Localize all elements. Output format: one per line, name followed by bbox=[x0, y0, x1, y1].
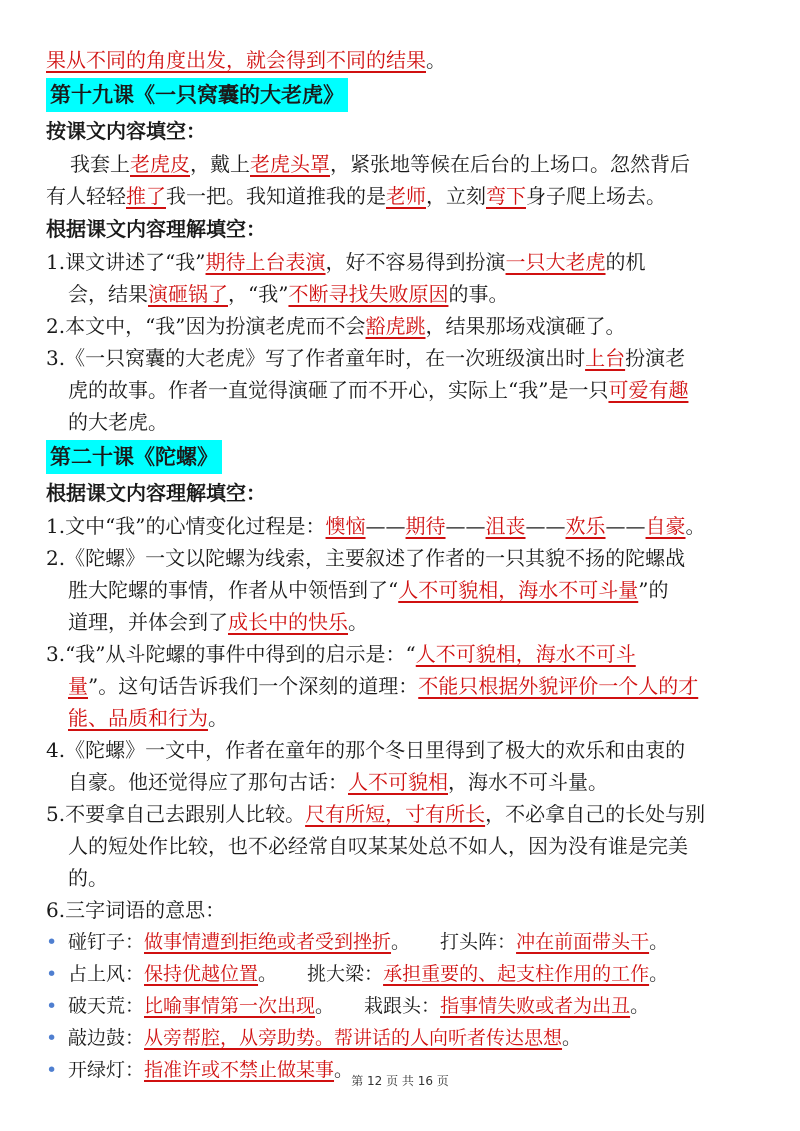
answer: 尺有所短，寸有所长 bbox=[305, 802, 486, 826]
answer: 欢乐 bbox=[565, 514, 606, 538]
l19-q3-line-1: 3.《一只窝囊的大老虎》写了作者童年时，在一次班级演出时上台扮演老 bbox=[46, 346, 686, 370]
l20-q6-heading: 6.三字词语的意思： bbox=[46, 898, 226, 922]
lesson-20-title: 第二十课《陀螺》 bbox=[46, 440, 222, 474]
l20-q3-line-1: 3.“我”从斗陀螺的事件中得到的启示是：“人不可貌相，海水不可斗 bbox=[46, 642, 636, 666]
l20-q2-line-3: 道理，并体会到了成长中的快乐。 bbox=[68, 610, 368, 634]
answer: 沮丧 bbox=[485, 514, 526, 538]
l20-q3-line-2: 量”。这句话告诉我们一个深刻的道理：不能只根据外貌评价一个人的才 bbox=[68, 674, 699, 698]
answer: 期待 bbox=[405, 514, 446, 538]
document-page bbox=[46, 44, 760, 1086]
understand-heading: 根据课文内容理解填空： bbox=[46, 217, 266, 241]
vocab-item: • 破天荒：比喻事情第一次出现。 栽跟头：指事情失败或者为出丑。 bbox=[46, 990, 760, 1022]
l19-q2: 2.本文中，“我”因为扮演老虎而不会豁虎跳，结果那场戏演砸了。 bbox=[46, 314, 626, 338]
l20-q2-line-1: 2.《陀螺》一文以陀螺为线索，主要叙述了作者的一只其貌不扬的陀螺战 bbox=[46, 546, 686, 570]
answer: 人不可貌相 bbox=[348, 770, 448, 794]
l19-q1-line-2: 会，结果演砸锅了，“我”不断寻找失败原因的事。 bbox=[68, 282, 509, 306]
answer: 一只大老虎 bbox=[505, 250, 606, 274]
answer: 做事情遭到拒绝或者受到挫折 bbox=[144, 931, 392, 953]
l20-q3-line-3: 能、品质和行为。 bbox=[68, 706, 228, 730]
answer: 老虎头罩 bbox=[250, 152, 330, 176]
answer: 量 bbox=[68, 674, 88, 698]
answer: 成长中的快乐 bbox=[228, 610, 348, 634]
bullet-icon: • bbox=[46, 963, 58, 985]
answer: 豁虎跳 bbox=[365, 314, 426, 338]
vocab-item: • 开绿灯：指准许或不禁止做某事。 bbox=[46, 1054, 760, 1086]
l20-q1: 1.文中“我”的心情变化过程是：懊恼——期待——沮丧——欢乐——自豪。 bbox=[46, 514, 706, 538]
answer: 指准许或不禁止做某事 bbox=[144, 1059, 335, 1081]
l20-q5-line-1: 5.不要拿自己去跟别人比较。尺有所短，寸有所长，不必拿自己的长处与别 bbox=[46, 802, 706, 826]
answer: 指事情失败或者为出丑 bbox=[440, 995, 631, 1017]
vocab-item: • 敲边鼓：从旁帮腔，从旁助势。帮讲话的人向听者传达思想。 bbox=[46, 1022, 760, 1054]
fill-line-2: 有人轻轻推了我一把。我知道推我的是老师，立刻弯下身子爬上场去。 bbox=[46, 184, 666, 208]
understand-heading: 根据课文内容理解填空： bbox=[46, 481, 266, 505]
answer: 人不可貌相，海水不可斗 bbox=[415, 642, 636, 666]
vocab-item: • 碰钉子：做事情遭到拒绝或者受到挫折。 打头阵：冲在前面带头干。 bbox=[46, 926, 760, 958]
l20-q5-line-3: 的。 bbox=[68, 866, 108, 890]
answer: 不能只根据外貌评价一个人的才 bbox=[418, 674, 699, 698]
answer: 上台 bbox=[585, 346, 626, 370]
answer: 能、品质和行为 bbox=[68, 706, 208, 730]
answer: 果从不同的角度出发，就会得到不同的结果 bbox=[46, 48, 426, 72]
bullet-icon: • bbox=[46, 1027, 58, 1049]
answer: 从旁帮腔，从旁助势。帮讲话的人向听者传达思想 bbox=[144, 1027, 563, 1049]
bullet-icon: • bbox=[46, 1059, 58, 1081]
answer: 比喻事情第一次出现 bbox=[144, 995, 316, 1017]
fill-line-1: 我套上老虎皮，戴上老虎头罩，紧张地等候在后台的上场口。忽然背后 bbox=[70, 152, 690, 176]
answer: 演砸锅了 bbox=[148, 282, 228, 306]
vocab-item: • 占上风：保持优越位置。 挑大梁：承担重要的、起支柱作用的工作。 bbox=[46, 958, 760, 990]
continued-line: 果从不同的角度出发，就会得到不同的结果。 bbox=[46, 48, 446, 72]
lesson-19-title: 第十九课《一只窝囊的大老虎》 bbox=[46, 78, 348, 112]
l19-q3-line-3: 的大老虎。 bbox=[68, 410, 168, 434]
l20-q5-line-2: 人的短处作比较，也不必经常自叹某某处总不如人，因为没有谁是完美 bbox=[68, 834, 688, 858]
answer: 承担重要的、起支柱作用的工作 bbox=[383, 963, 650, 985]
fill-heading: 按课文内容填空： bbox=[46, 119, 206, 143]
answer: 不断寻找失败原因 bbox=[288, 282, 449, 306]
answer: 可爱有趣 bbox=[608, 378, 689, 402]
answer: 人不可貌相，海水不可斗量 bbox=[398, 578, 639, 602]
l19-q1-line-1: 1.课文讲述了“我”期待上台表演，好不容易得到扮演一只大老虎的机 bbox=[46, 250, 646, 274]
answer: 保持优越位置 bbox=[144, 963, 259, 985]
answer: 老师 bbox=[386, 184, 426, 208]
page-number: 第 12 页 共 16 页 bbox=[351, 1074, 449, 1088]
answer: 自豪 bbox=[645, 514, 686, 538]
l20-q4-line-2: 自豪。他还觉得应了那句古话：人不可貌相，海水不可斗量。 bbox=[68, 770, 608, 794]
answer: 期待上台表演 bbox=[205, 250, 326, 274]
answer: 冲在前面带头干 bbox=[516, 931, 650, 953]
answer: 弯下 bbox=[486, 184, 526, 208]
bullet-icon: • bbox=[46, 995, 58, 1017]
answer: 推了 bbox=[126, 184, 166, 208]
l20-q2-line-2: 胜大陀螺的事情，作者从中领悟到了“人不可貌相，海水不可斗量”的 bbox=[68, 578, 669, 602]
l19-q3-line-2: 虎的故事。作者一直觉得演砸了而不开心，实际上“我”是一只可爱有趣 bbox=[68, 378, 689, 402]
bullet-icon: • bbox=[46, 931, 58, 953]
answer: 老虎皮 bbox=[130, 152, 190, 176]
answer: 懊恼 bbox=[325, 514, 366, 538]
l20-q4-line-1: 4.《陀螺》一文中，作者在童年的那个冬日里得到了极大的欢乐和由衷的 bbox=[46, 738, 686, 762]
